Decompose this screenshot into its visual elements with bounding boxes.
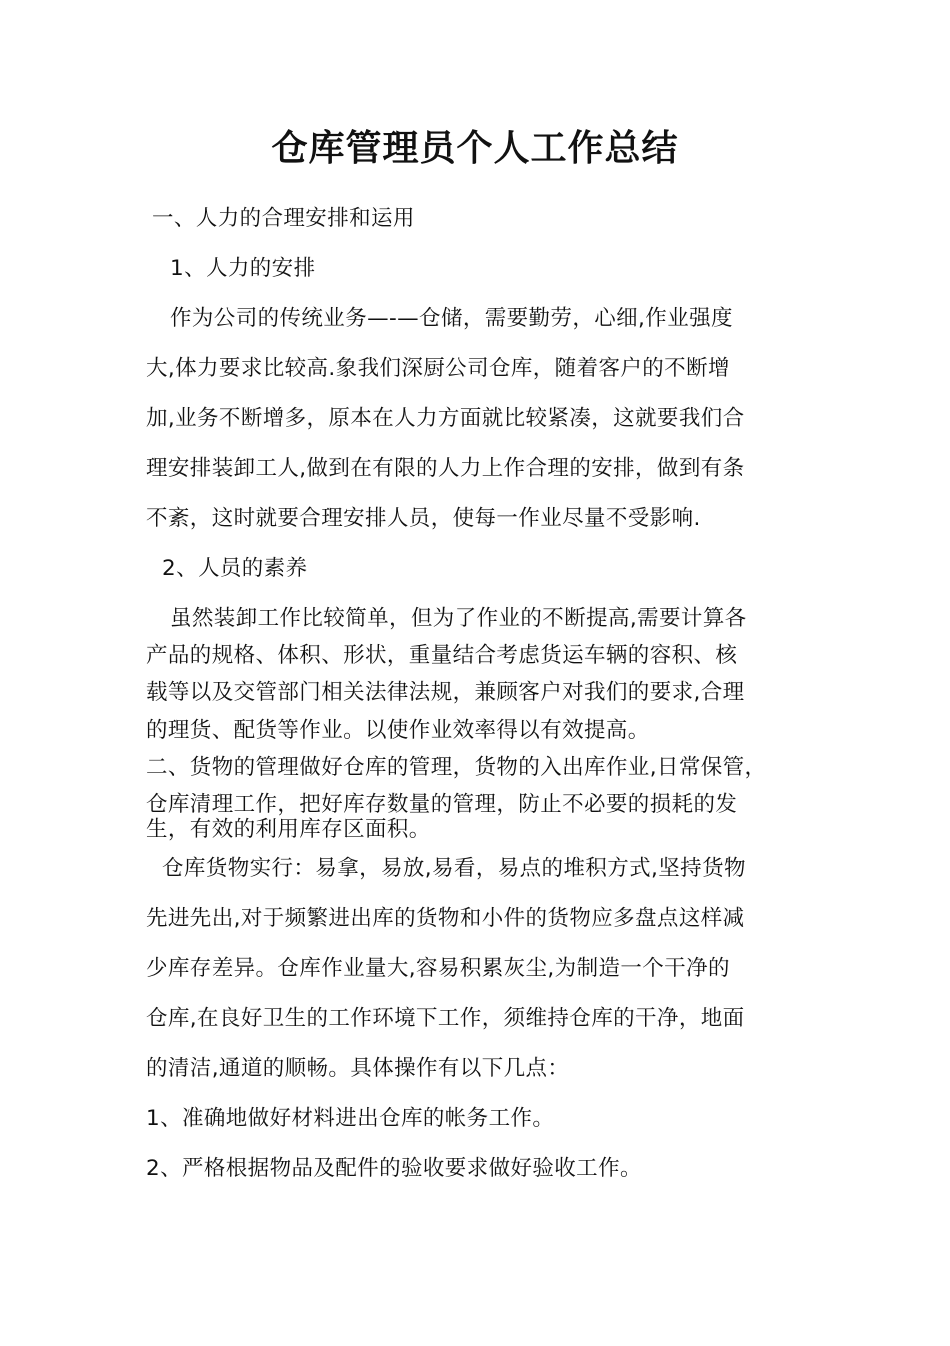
paragraph-line: 先进先出,对于频繁进出库的货物和小件的货物应多盘点这样减 <box>146 906 745 931</box>
subsection-heading-2: 2、人员的素养 <box>162 556 308 581</box>
paragraph-line: 作为公司的传统业务—-—仓储，需要勤劳，心细,作业强度 <box>170 306 733 331</box>
paragraph-line: 大,体力要求比较高.象我们深厨公司仓库，随着客户的不断增 <box>146 356 730 381</box>
paragraph-line: 理安排装卸工人,做到在有限的人力上作合理的安排，做到有条 <box>146 456 745 481</box>
paragraph-line: 的理货、配货等作业。以使作业效率得以有效提高。 <box>146 718 650 743</box>
paragraph-line: 产品的规格、体积、形状，重量结合考虑货运车辆的容积、核 <box>146 643 738 668</box>
paragraph-line: 载等以及交管部门相关法律法规，兼顾客户对我们的要求,合理 <box>146 680 745 705</box>
subsection-heading-1: 1、人力的安排 <box>170 256 316 281</box>
document-title: 仓库管理员个人工作总结 <box>271 127 679 169</box>
paragraph-line: 的清洁,通道的顺畅。具体操作有以下几点： <box>146 1056 570 1081</box>
paragraph-line: 虽然装卸工作比较简单，但为了作业的不断提高,需要计算各 <box>170 606 747 631</box>
list-item: 2、严格根据物品及配件的验收要求做好验收工作。 <box>146 1156 642 1181</box>
paragraph-line: 加,业务不断增多，原本在人力方面就比较紧凑，这就要我们合 <box>146 406 745 431</box>
paragraph-line: 不紊，这时就要合理安排人员，使每一作业尽量不受影响. <box>146 506 701 531</box>
section-heading-1: 一、人力的合理安排和运用 <box>152 206 415 231</box>
paragraph-line: 少库存差异。仓库作业量大,容易积累灰尘,为制造一个干净的 <box>146 956 730 981</box>
paragraph-line: 仓库货物实行：易拿，易放,易看，易点的堆积方式,坚持货物 <box>162 856 746 881</box>
paragraph-line: 仓库清理工作，把好库存数量的管理，防止不必要的损耗的发 <box>146 792 738 817</box>
paragraph-line: 生，有效的利用库存区面积。 <box>146 817 431 842</box>
section-heading-2: 二、货物的管理做好仓库的管理，货物的入出库作业,日常保管， <box>146 755 767 780</box>
paragraph-line: 仓库,在良好卫生的工作环境下工作，须维持仓库的干净，地面 <box>146 1006 745 1031</box>
list-item: 1、准确地做好材料进出仓库的帐务工作。 <box>146 1106 555 1131</box>
